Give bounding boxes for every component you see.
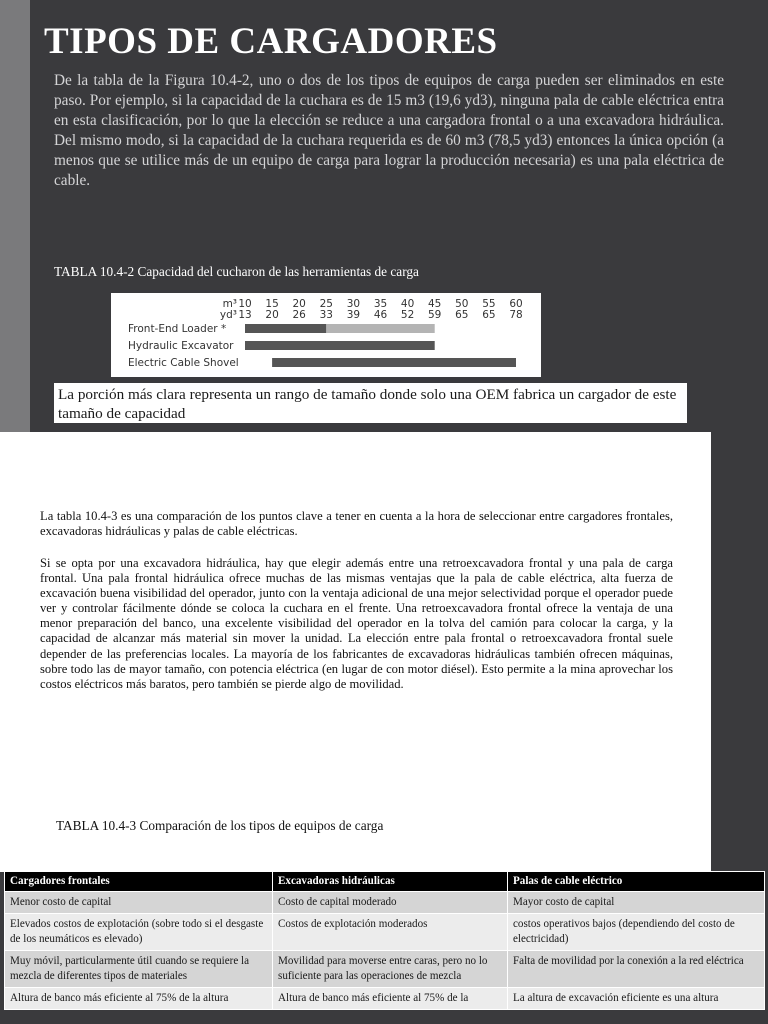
tick-label-m3: 10 — [238, 298, 252, 310]
table-row — [5, 914, 765, 951]
tick-label-yd3: 33 — [319, 309, 333, 321]
table-row — [5, 892, 765, 914]
category-label: Front-End Loader * — [128, 323, 227, 335]
table-10-4-2-caption: TABLA 10.4-2 Capacidad del cucharon de las herramientas de carga — [54, 264, 419, 279]
tick-label-yd3: 46 — [373, 309, 388, 321]
table-cell: Costo de capital moderado — [273, 892, 508, 914]
axis-yd3-label: yd³ — [219, 309, 237, 321]
tick-label-yd3: 59 — [428, 309, 442, 321]
tick-label-yd3: 20 — [265, 309, 279, 321]
table-cell: costos operativos bajos (dependiendo del costo de electricidad) — [508, 914, 765, 951]
tick-label-yd3: 78 — [509, 309, 523, 321]
tick-label-m3: 40 — [400, 298, 415, 310]
tick-label-m3: 20 — [292, 298, 306, 310]
tick-label-yd3: 65 — [455, 309, 469, 321]
tick-label-m3: 55 — [482, 298, 496, 310]
paragraph-hydraulic-excavator: Si se opta por una excavadora hidráulica, hay que elegir además entre una retroexcavadora frontal y una pala de carga frontal. Una pala frontal hidráulica ofrece muchas de las mismas ventajas que la pala de cable eléctrica, alta fuerza de excavación buena visibilidad del operador, junto con la ventaja adicional de una mejor selectividad porque el operador puede ver y controlar fácilmente dónde se coloca la cuchara en el frente. Una retroexcavadora frontal ofrece la ventaja de una menor preparación del banco, una excelente visibilidad del operador en la tolva del camión para colocar la carga, y la capacidad de alcanzar más material sin mover la unidad. La elección entre pala frontal o retroexcavadora frontal suele depender de las preferencias locales. La mayoría de los fabricantes de excavadoras hidráulicas también ofrecen máquinas, sobre todo las de mayor tamaño, con potencia eléctrica (en lugar de con motor diésel). Esto permite a la mina aprovechar los costos eléctricos más baratos, pero también se pierde algo de movilidad. — [40, 556, 673, 691]
tick-label-m3: 35 — [373, 298, 388, 310]
table-cell: Altura de banco más eficiente al 75% de la — [273, 988, 508, 1010]
table-row — [5, 988, 765, 1010]
capacity-bar-dark — [245, 341, 435, 350]
bucket-capacity-chart-svg — [111, 293, 541, 377]
table-cell: Mayor costo de capital — [508, 892, 765, 914]
tick-label-yd3: 13 — [238, 309, 252, 321]
table-10-4-3-caption: TABLA 10.4-3 Comparación de los tipos de equipos de carga — [56, 818, 384, 833]
tick-label-yd3: 26 — [292, 309, 306, 321]
table-cell: Falta de movilidad por la conexión a la red eléctrica — [508, 951, 765, 988]
table-cell: Altura de banco más eficiente al 75% de la altura — [5, 988, 273, 1010]
axis-m3-label: m³ — [222, 298, 237, 310]
tick-label-yd3: 52 — [400, 309, 415, 321]
table-row — [5, 951, 765, 988]
tick-label-m3: 15 — [265, 298, 279, 310]
loader-comparison-table — [4, 871, 765, 1010]
paragraph-comparison-intro: La tabla 10.4-3 es una comparación de los puntos clave a tener en cuenta a la hora de seleccionar entre cargadores frontales, excavadoras hidráulicas y palas de cable eléctricas. — [40, 509, 673, 539]
table-cell: Elevados costos de explotación (sobre todo si el desgaste de los neumáticos es elevado) — [5, 914, 273, 951]
tick-label-m3: 25 — [319, 298, 333, 310]
chart-note: La porción más clara representa un rango de tamaño donde solo una OEM fabrica un cargador de este tamaño de capacidad — [54, 383, 687, 423]
tick-label-m3: 50 — [455, 298, 469, 310]
header-front-end-loaders: Cargadores frontales — [5, 872, 273, 892]
table-cell: Menor costo de capital — [5, 892, 273, 914]
capacity-bar-dark — [272, 358, 516, 367]
tick-label-m3: 60 — [509, 298, 523, 310]
capacity-bar-dark — [245, 324, 326, 333]
table-cell: Muy móvil, particularmente útil cuando se requiere la mezcla de diferentes tipos de materiales — [5, 951, 273, 988]
tick-label-m3: 30 — [346, 298, 361, 310]
intro-paragraph: De la tabla de la Figura 10.4-2, uno o dos de los tipos de equipos de carga pueden ser eliminados en este paso. Por ejemplo, si la capacidad de la cuchara es de 15 m3 (19,6 yd3), ninguna pala de cable eléctrica entra en esta clasificación, por lo que la elección se reduce a una cargadora frontal o a una excavadora hidráulica. Del mismo modo, si la capacidad de la cuchara requerida es de 60 m3 (78,5 yd3) entonces la única opción (a menos que se utilice más de un equipo de carga para lograr la producción necesaria) es una pala eléctrica de cable. — [54, 72, 724, 189]
header-electric-cable-shovels: Palas de cable eléctrico — [508, 872, 765, 892]
slide-title: TIPOS DE CARGADORES — [44, 21, 498, 62]
tick-label-yd3: 65 — [482, 309, 496, 321]
table-cell: Costos de explotación moderados — [273, 914, 508, 951]
category-label: Hydraulic Excavator — [128, 340, 234, 352]
tick-label-yd3: 39 — [346, 309, 361, 321]
slide-accent-strip — [0, 0, 30, 432]
header-hydraulic-excavators: Excavadoras hidráulicas — [273, 872, 508, 892]
tick-label-m3: 45 — [428, 298, 442, 310]
table-header-row — [5, 872, 765, 892]
category-label: Electric Cable Shovel — [128, 357, 239, 369]
table-cell: La altura de excavación eficiente es una altura — [508, 988, 765, 1010]
capacity-bar-light — [326, 324, 434, 333]
bucket-capacity-chart — [111, 293, 541, 377]
table-cell: Movilidad para moverse entre caras, pero no lo suficiente para las operaciones de mezcla — [273, 951, 508, 988]
